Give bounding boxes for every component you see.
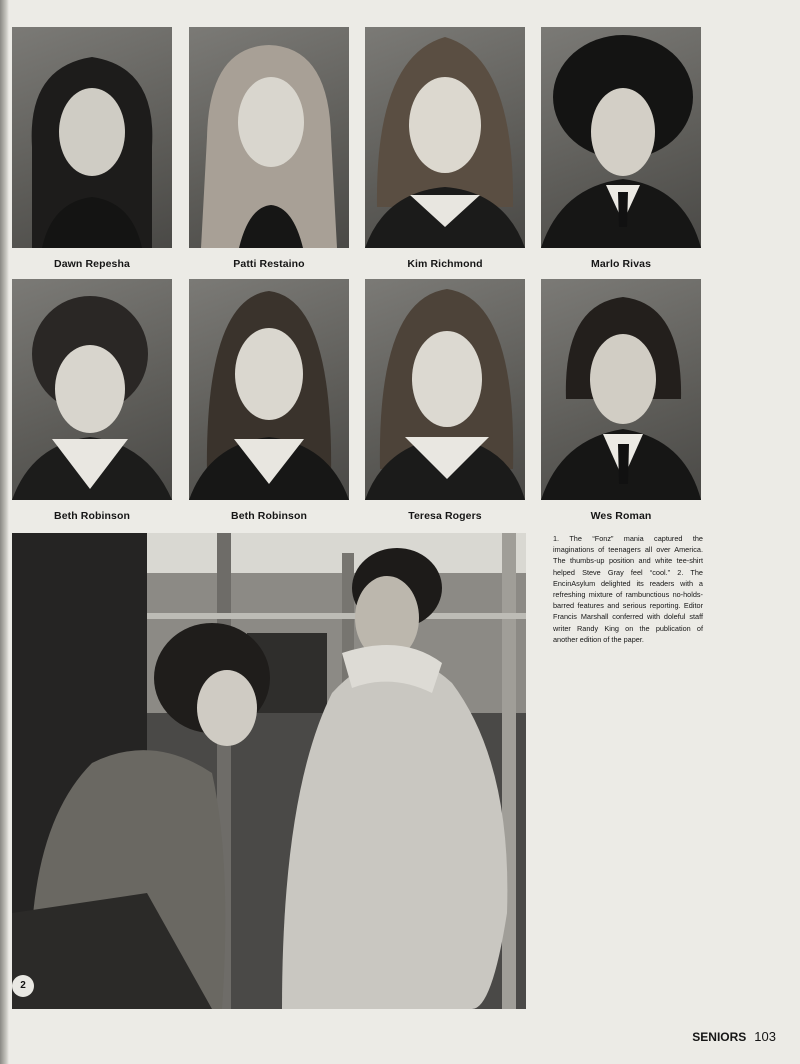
binding-gutter: [0, 0, 9, 1064]
portrait-name: Marlo Rivas: [590, 258, 652, 270]
candid-photo: [12, 533, 526, 1009]
page-number: 103: [754, 1029, 776, 1044]
portrait-photo: [365, 279, 525, 500]
portrait-photo: [189, 279, 349, 500]
portrait-photo: [541, 27, 701, 248]
portrait-photo: [365, 27, 525, 248]
photo-caption-text: 1. The “Fonz” mania captured the imaginations of teenagers all over America. The thumbs-up position and white tee-shirt helped Steve Gray feel “cool.” 2. The EncinAsylum delighted its readers with a refreshing mixture of rambunctious no-holds-barred features and serious reporting. Editor Francis Marshall conferred with doleful staff writer Randy King on the publication of another edition of the paper.: [553, 534, 703, 644]
section-label: SENIORS: [692, 1030, 747, 1044]
portrait-name: Beth Robinson: [231, 510, 307, 522]
portrait-name: Kim Richmond: [407, 258, 483, 270]
photo-number-badge: 2: [12, 975, 34, 997]
portrait-name: Dawn Repesha: [54, 258, 130, 270]
portrait-photo: [541, 279, 701, 500]
portrait-photo: [12, 279, 172, 500]
portrait-name: Teresa Rogers: [408, 510, 482, 522]
portrait-name: Beth Robinson: [54, 510, 130, 522]
portrait-photo: [189, 27, 349, 248]
portrait-name: Patti Restaino: [233, 258, 305, 270]
portrait-photo: [12, 27, 172, 248]
bleed-through-text: [40, 1015, 740, 1029]
page-footer: [692, 1029, 776, 1044]
portrait-name: Wes Roman: [590, 510, 652, 522]
